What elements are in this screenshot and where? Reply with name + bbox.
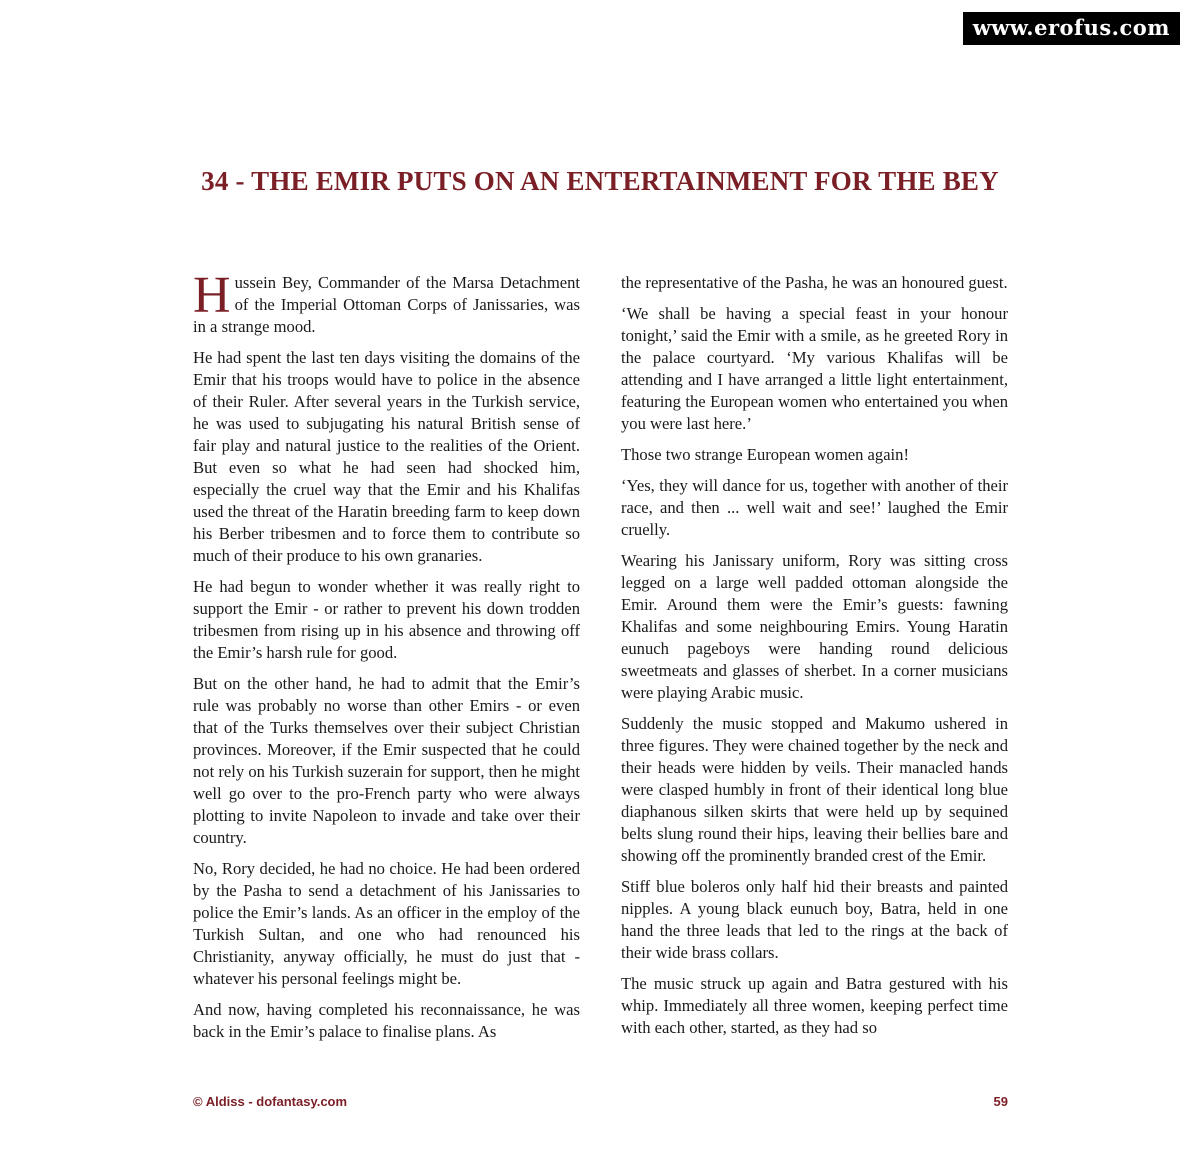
right-column [621, 272, 1008, 1048]
paragraph: No, Rory decided, he had no choice. He had been ordered by the Pasha to send a detachment of his Janissaries to police the Emir’s lands. As an officer in the employ of the Turkish Sultan, and one who had renounced his Christianity, anyway officially, he must do just that - whatever his personal feelings might be. [193, 859, 580, 988]
paragraph: Suddenly the music stopped and Makumo ushered in three figures. They were chained together by the neck and their heads were hidden by veils. Their manacled hands were clasped humbly in front of their identical long blue diaphanous silken skirts that were held up by sequined belts slung round their hips, leaving their bellies bare and showing off the prominently branded crest of the Emir. [621, 714, 1008, 865]
paragraph: But on the other hand, he had to admit that the Emir’s rule was probably no worse than other Emirs - or even that of the Turks themselves over their subject Christian provinces. Moreover, if the Emir suspected that he could not rely on his Turkish suzerain for support, then he might well go over to the pro-French party who were always plotting to invite Napoleon to invade and take over their country. [193, 674, 580, 847]
paragraph: Those two strange European women again! [621, 445, 909, 464]
chapter-title: 34 - THE EMIR PUTS ON AN ENTERTAINMENT FOR THE BEY [201, 166, 999, 196]
paragraph: Stiff blue boleros only half hid their breasts and painted nipples. A young black eunuch boy, Batra, held in one hand the three leads that led to the rings at the back of their wide brass collars. [621, 877, 1008, 962]
paragraph: The music struck up again and Batra gestured with his whip. Immediately all three women, keeping perfect time with each other, started, as they had so [621, 974, 1008, 1037]
paragraph: He had spent the last ten days visiting the domains of the Emir that his troops would have to police in the absence of their Ruler. After several years in the Turkish service, he was used to subjugating his natural British sense of fair play and natural justice to the realities of the Orient. But even so what he had seen had shocked him, especially the cruel way that the Emir and his Khalifas used the threat of the Haratin breeding farm to keep down his Berber tribesmen and to force them to contribute so much of their produce to his own granaries. [193, 348, 580, 565]
paragraph [193, 267, 580, 338]
paragraph: Wearing his Janissary uniform, Rory was sitting cross legged on a large well padded ottoman alongside the Emir. Around them were the Emir’s guests: fawning Khalifas and some neighbouring Emirs. Young Haratin eunuch pageboys were handing round delicious sweetmeats and glasses of sherbet. In a corner musicians were playing Arabic music. [621, 551, 1008, 702]
paragraph: ‘We shall be having a special feast in your honour tonight,’ said the Emir with a smile, as he greeted Rory in the palace courtyard. ‘My various Khalifas will be attending and I have arranged a little light entertainment, featuring the European women who entertained you when you were last here.’ [621, 304, 1008, 433]
watermark: www.erofus.com [963, 12, 1180, 45]
paragraph: He had begun to wonder whether it was really right to support the Emir - or rather to prevent his down trodden tribesmen from rising up in his absence and throwing off the Emir’s harsh rule for good. [193, 577, 580, 662]
paragraph: And now, having completed his reconnaissance, he was back in the Emir’s palace to finalise plans. As [193, 1000, 580, 1041]
page-number: 59 [993, 1094, 1008, 1109]
paragraph: the representative of the Pasha, he was an honoured guest. [621, 273, 1008, 292]
footer-copyright: © Aldiss - dofantasy.com [193, 1094, 348, 1109]
paragraph-text: ussein Bey, Commander of the Marsa Detachment of the Imperial Ottoman Corps of Janissaries, was in a strange mood. [193, 273, 580, 336]
drop-cap: H [193, 267, 231, 324]
left-column [193, 267, 580, 1052]
paragraph: ‘Yes, they will dance for us, together with another of their race, and then ... well wait and see!’ laughed the Emir cruelly. [621, 476, 1008, 539]
